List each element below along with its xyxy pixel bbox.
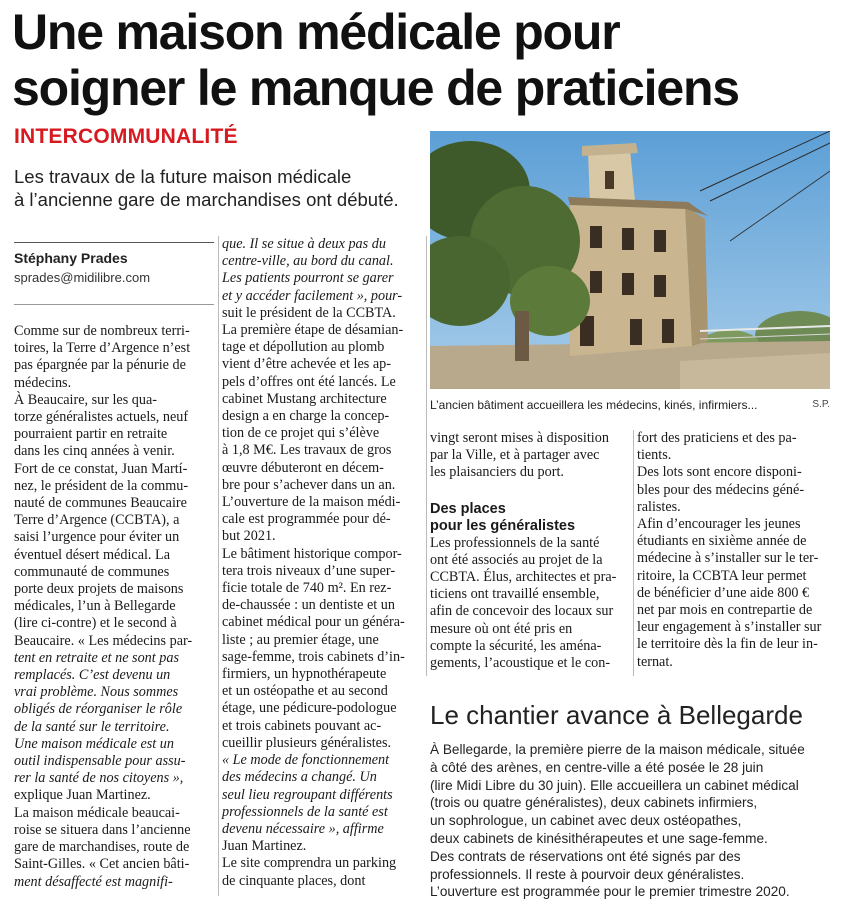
quote-line: des médecins a changé. Un [222, 769, 377, 786]
text-line: torze généralistes actuels, neuf [14, 409, 189, 426]
text-line: de-chaussée : un dentiste et un [222, 597, 395, 614]
author-name: Stéphany Prades [14, 250, 128, 266]
headline-line-2: soigner le manque de praticiens [12, 60, 739, 116]
text-line: leur engagement à s’installer sur [637, 619, 822, 636]
text-line: mesure où ont été pris en [430, 620, 573, 637]
text-line: net par mois en contrepartie de [637, 602, 813, 619]
text-line: À Beaucaire, sur les qua- [14, 391, 157, 408]
subheading: pour les généralistes [430, 517, 576, 534]
text-line: Afin d’encourager les jeunes [637, 516, 801, 533]
quote-line: seul lieu regroupant différents [222, 786, 393, 803]
text-line: étage, une pédicure-podologue [222, 700, 397, 717]
text-line: médicales, l’un à Bellegarde [14, 598, 176, 615]
text-line: cabinet médical pour un généra- [222, 614, 405, 631]
building-photo-illustration [430, 131, 830, 389]
box-line: professionnels. Il reste à pourvoir deux généralistes. [430, 866, 745, 882]
text-line: ritoire, la CCBTA leur permet [637, 567, 807, 584]
text-line: Beaucaire. « Les médecins par- [14, 632, 193, 649]
text-line: étudiants en sixième année de [637, 533, 807, 550]
quote-line: que. Il se situe à deux pas du [222, 236, 386, 252]
box-line: Des contrats de réservations ont été signés par des [430, 848, 741, 864]
text-line: ternat. [637, 653, 673, 670]
text-line: et un ostéopathe et au second [222, 683, 388, 700]
section-rubric: INTERCOMMUNALITÉ [14, 125, 238, 148]
column-divider [426, 236, 427, 676]
text-line: afin de concevoir des locaux sur [430, 603, 614, 620]
text-line: compte la sécurité, les aména- [430, 637, 602, 654]
text-line: ont été associés au projet de la [430, 551, 603, 568]
text-line: Le bâtiment historique compor- [222, 545, 402, 562]
text-line: vient d’être achevée et les ap- [222, 356, 391, 373]
text-line: Les professionnels de la santé [430, 534, 600, 551]
text-line: œuvre débuteront en décem- [222, 459, 384, 476]
text-line: nauté de communes Beaucaire [14, 495, 187, 512]
text-line: tients. [637, 447, 672, 464]
text-line: tera trois niveaux d’une super- [222, 562, 396, 579]
text-line: le territoire dès la fin de leur in- [637, 636, 818, 653]
text-line: communauté de communes [14, 563, 170, 580]
text-line: (lire ci-contre) et le second à [14, 615, 177, 632]
quote-line: rer la santé de nos citoyens », [14, 770, 184, 787]
headline [12, 4, 842, 116]
sidebar-box-text [430, 741, 840, 899]
text-line: cabinet Mustang architecture [222, 390, 387, 407]
article-column-1 [14, 323, 214, 891]
text-line: design a en charge la concep- [222, 408, 390, 425]
quote-line: centre-ville, au bord du canal. [222, 253, 394, 270]
box-line: À Bellegarde, la première pierre de la maison médicale, située [430, 742, 805, 757]
text-line: gements, l’acoustique et le con- [430, 655, 611, 672]
box-line: (trois ou quatre généralistes), deux cabinets infirmiers, [430, 795, 758, 811]
quote-line: outil indispensable pour assu- [14, 753, 186, 770]
author-bottom-divider [14, 304, 214, 305]
text-line: et trois cabinets pouvant ac- [222, 717, 382, 734]
text-line: CCBTA. Élus, architectes et pra- [430, 569, 617, 586]
quote-line: tent en retraite et ne sont pas [14, 649, 179, 666]
text-line: firmiers, un hypnothérapeute [222, 666, 387, 683]
text-line: explique Juan Martinez. [14, 787, 151, 804]
box-line: (lire Midi Libre du 30 juin). Elle accueillera un cabinet médical [430, 777, 799, 793]
quote-line: Une maison médicale est un [14, 735, 174, 752]
quote-line: ment désaffecté est magnifi- [14, 873, 173, 890]
text-line: cale est programmée pour dé- [222, 511, 391, 528]
text-line: roise se situera dans l’ancienne [14, 821, 191, 838]
text-line: gare de marchandises, route de [14, 839, 190, 856]
quote-line: de la santé sur le territoire. [14, 718, 170, 735]
text-line: La maison médicale beaucai- [14, 804, 180, 821]
photo-caption [430, 398, 830, 412]
text-line: ticiens ont travaillé ensemble, [430, 586, 600, 603]
text-line: éventuel désert médical. La [14, 546, 170, 563]
subheading: Des places [430, 500, 506, 517]
text-line: cueillir plusieurs généralistes. [222, 734, 392, 751]
quote-line: obligés de réorganiser le rôle [14, 701, 183, 718]
text-line: Terre d’Argence (CCBTA), a [14, 512, 180, 529]
text-line: dans les cinq années à venir. [14, 443, 175, 460]
text-line: médecins. [14, 374, 72, 391]
text-line: sage-femme, trois cabinets d’in- [222, 648, 405, 665]
text-line: Des lots sont encore disponi- [637, 464, 802, 481]
quote-line: « Le mode de fonctionnement [222, 752, 390, 769]
text-line: pourraient partir en retraite [14, 426, 168, 443]
article-column-3 [430, 430, 626, 672]
text-line: de cinquante places, dont [222, 872, 366, 889]
author-top-divider [14, 242, 214, 243]
quote-line: et y accéder facilement », pour- [222, 287, 403, 304]
text-line: saisi l’urgence pour éviter un [14, 529, 180, 546]
standfirst-line-2: à l’ancienne gare de marchandises ont débuté. [14, 189, 399, 210]
text-line: bles pour des médecins géné- [637, 481, 805, 498]
text-line: fort des praticiens et des pa- [637, 430, 797, 446]
text-line: toires, la Terre d’Argence n’est [14, 340, 191, 357]
box-line: deux cabinets de kinésithérapeutes et une sage-femme. [430, 830, 768, 846]
text-line: les plaisanciers du port. [430, 464, 564, 481]
headline-line-1: Une maison médicale pour [12, 4, 620, 60]
box-line: à côté des arènes, en centre-ville a été posée le 28 juin [430, 759, 764, 775]
box-line: un sophrologue, un cabinet avec deux ostéopathes, [430, 813, 742, 829]
text-line: Saint-Gilles. « Cet ancien bâti- [14, 856, 190, 873]
photo-credit: S.P. [812, 399, 830, 410]
text-line: pels d’offres ont été lancés. Le [222, 373, 396, 390]
quote-line: Les patients pourront se garer [222, 270, 394, 287]
box-line: L’ouverture est programmée pour le premier trimestre 2020. [430, 884, 790, 899]
sidebar-box-title: Le chantier avance à Bellegarde [430, 700, 803, 730]
article-column-4 [637, 430, 837, 671]
article-column-2 [222, 236, 420, 890]
text-line: par la Ville, et à partager avec [430, 447, 600, 464]
text-line: suit le président de la CCBTA. [222, 304, 396, 321]
text-line: Fort de ce constat, Juan Martí- [14, 460, 188, 477]
column-divider [633, 430, 634, 676]
text-line: bre pour s’achever dans un an. [222, 476, 396, 493]
text-line: nez, le président de la commu- [14, 477, 189, 494]
text-line: pas épargnée par la pénurie de [14, 357, 186, 374]
text-line: ficie totale de 740 m². En rez- [222, 580, 392, 597]
text-line: but 2021. [222, 528, 276, 545]
caption-text: L’ancien bâtiment accueillera les médecins, kinés, infirmiers... [430, 398, 758, 412]
standfirst [14, 165, 414, 211]
author-email[interactable]: sprades@midilibre.com [14, 270, 151, 285]
text-line: Le site comprendra un parking [222, 855, 397, 872]
standfirst-line-1: Les travaux de la future maison médicale [14, 166, 352, 187]
quote-line: devenu nécessaire », affirme [222, 820, 384, 837]
text-line: liste ; au premier étage, une [222, 631, 379, 648]
text-line: vingt seront mises à disposition [430, 430, 609, 446]
text-line: porte deux projets de maisons [14, 581, 184, 598]
text-line: tage et dépollution au plomb [222, 339, 385, 356]
text-line: L’ouverture de la maison médi- [222, 494, 401, 511]
text-line: La première étape de désamian- [222, 322, 404, 339]
text-line: de bénéficier d’une aide 800 € [637, 584, 810, 601]
text-line: tion de ce projet qui s’élève [222, 425, 380, 442]
text-line: Juan Martinez. [222, 838, 307, 855]
text-line: médecine à s’installer sur le ter- [637, 550, 819, 567]
text-line: à 1,8 M€. Les travaux de gros [222, 442, 392, 459]
quote-line: remplacés. C’est devenu un [14, 667, 171, 684]
article-photo [430, 131, 830, 389]
quote-line: professionnels de la santé est [222, 803, 388, 820]
column-divider [218, 236, 219, 896]
text-line: Comme sur de nombreux terri- [14, 323, 190, 339]
quote-line: vrai problème. Nous sommes [14, 684, 179, 701]
text-line: ralistes. [637, 498, 681, 515]
